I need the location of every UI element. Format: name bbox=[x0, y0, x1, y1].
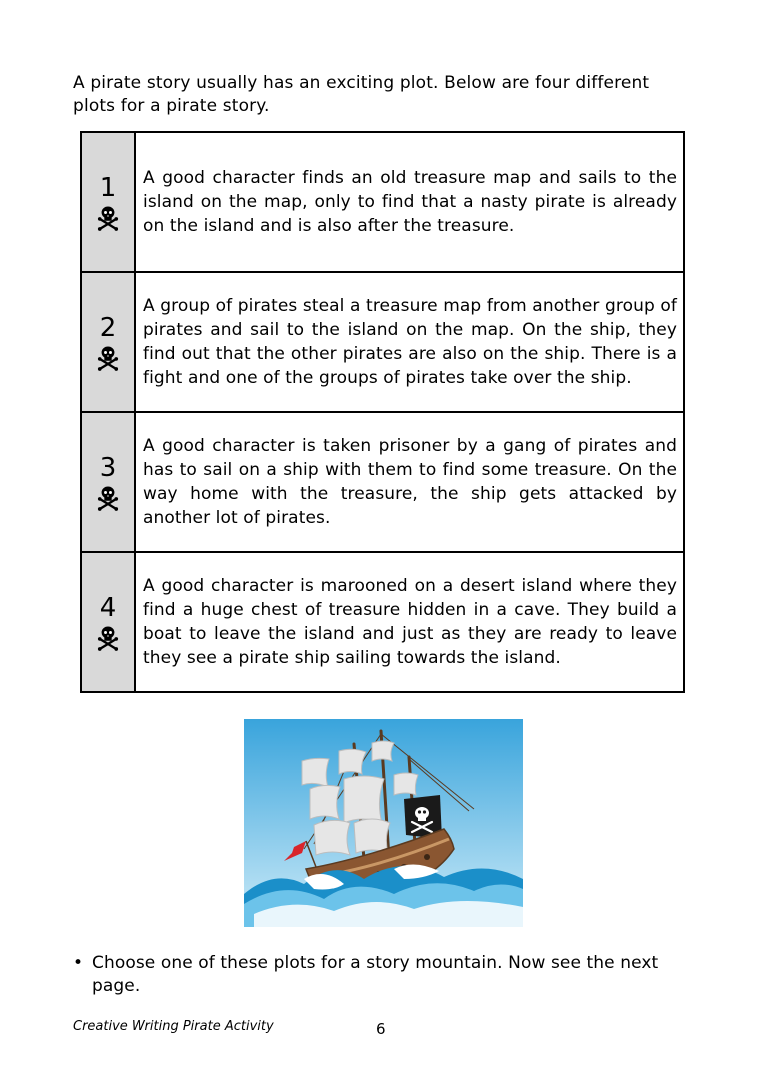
bullet-dot: • bbox=[73, 953, 84, 973]
plot-number: 2 bbox=[99, 312, 117, 343]
pirate-ship-illustration bbox=[244, 719, 523, 927]
table-row bbox=[81, 412, 684, 552]
skull-and-crossbones-icon bbox=[97, 485, 119, 511]
footer-title: Creative Writing Pirate Activity bbox=[73, 1019, 274, 1034]
table-row bbox=[81, 132, 684, 272]
table-row bbox=[81, 272, 684, 412]
skull-and-crossbones-icon bbox=[97, 345, 119, 371]
plot-text: A group of pirates steal a treasure map from another group of pirates and sail to the island on the map. On the ship, they find out that the other pirates are also on the ship. There is a fight and one of the groups of pirates take over the ship. bbox=[135, 272, 684, 412]
plot-text: A good character finds an old treasure map and sails to the island on the map, only to find that a nasty pirate is already on the island and is also after the treasure. bbox=[135, 132, 684, 272]
page-number: 6 bbox=[376, 1020, 386, 1038]
plot-number: 1 bbox=[99, 172, 117, 203]
instruction-bullet bbox=[73, 952, 693, 998]
plot-number-cell bbox=[81, 272, 135, 412]
plot-number-cell bbox=[81, 412, 135, 552]
plot-text: A good character is marooned on a desert island where they find a huge chest of treasure hidden in a cave. They build a boat to leave the island and just as they are ready to leave they see a pirate ship sailing towards the island. bbox=[135, 552, 684, 692]
plot-number: 3 bbox=[99, 452, 117, 483]
intro-paragraph: A pirate story usually has an exciting plot. Below are four different plots for a pirate story. bbox=[73, 73, 650, 116]
plot-number: 4 bbox=[99, 592, 117, 623]
table-row bbox=[81, 552, 684, 692]
plot-number-cell bbox=[81, 132, 135, 272]
instruction-text: Choose one of these plots for a story mountain. Now see the next page. bbox=[92, 953, 659, 996]
skull-and-crossbones-icon bbox=[97, 205, 119, 231]
plot-number-cell bbox=[81, 552, 135, 692]
plot-table bbox=[80, 131, 685, 693]
skull-and-crossbones-icon bbox=[97, 625, 119, 651]
plot-text: A good character is taken prisoner by a gang of pirates and has to sail on a ship with them to find some treasure. On the way home with the treasure, the ship gets attacked by another lot of pirates. bbox=[135, 412, 684, 552]
